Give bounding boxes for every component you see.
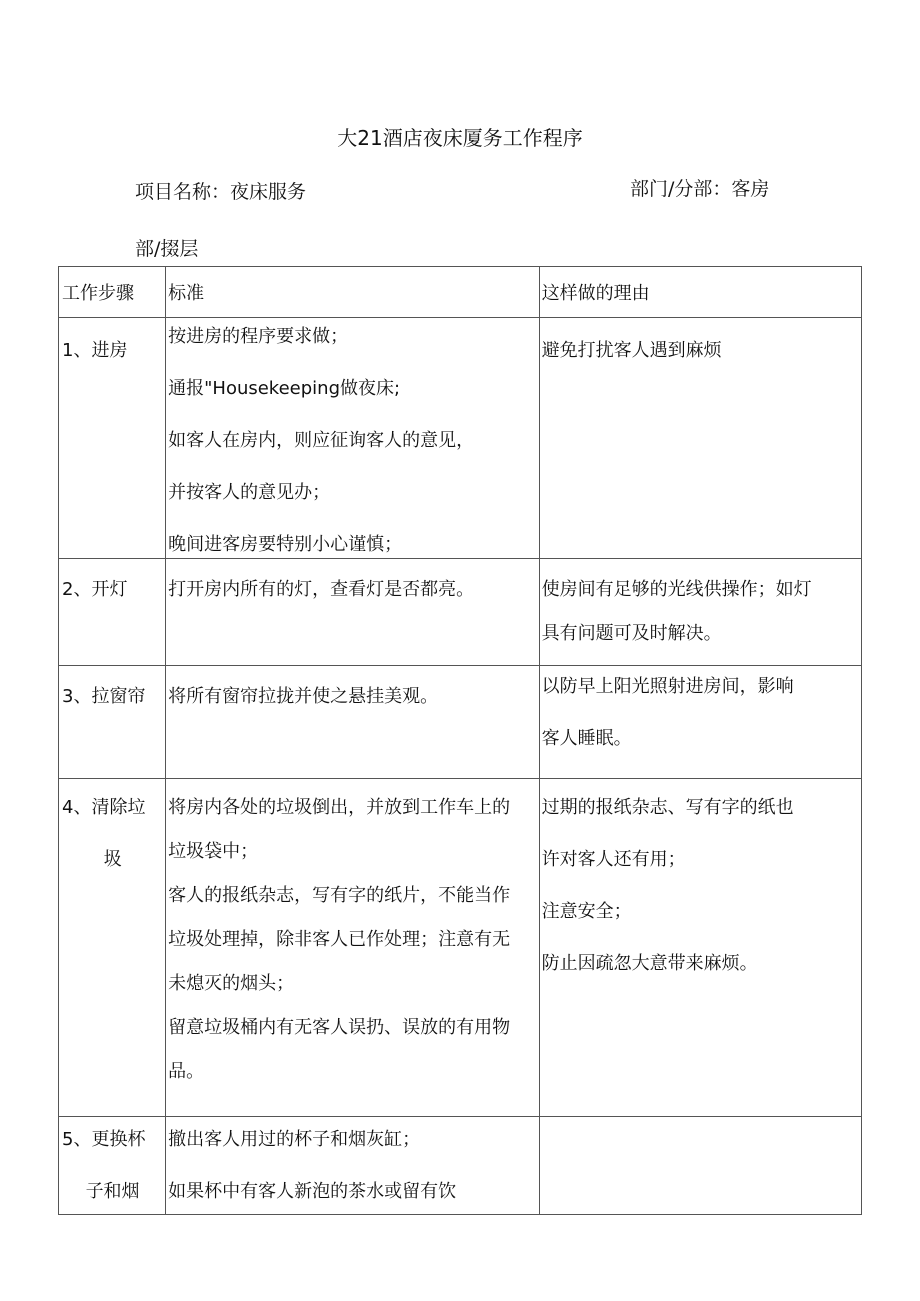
step-label: 1、进房 (62, 340, 128, 361)
reason-line: 以防早上阳光照射进房间，影响 (541, 676, 794, 697)
standard-line: 垃圾袋中； (168, 841, 259, 862)
standard-cell (166, 559, 539, 666)
step-label: 5、更换杯 (62, 1129, 146, 1150)
step-label: 4、清除垃 (62, 797, 146, 818)
standard-line: 打开房内所有的灯，查看灯是否都亮。 (168, 579, 475, 600)
step-cell (59, 1117, 166, 1215)
step-cell (59, 666, 166, 779)
step-cell (59, 318, 166, 559)
reason-cell (539, 318, 861, 559)
standard-line: 留意垃圾桶内有无客人误扔、误放的有用物 (168, 1017, 511, 1038)
reason-line: 使房间有足够的光线供操作；如灯 (541, 579, 812, 600)
standard-line: 按进房的程序要求做； (168, 326, 349, 347)
standard-cell (166, 666, 539, 779)
standard-line: 客人的报纸杂志，写有字的纸片，不能当作 (168, 885, 511, 906)
standard-line: 晚间进客房要特别小心谨慎； (168, 534, 403, 555)
step-cell (59, 779, 166, 1117)
reason-line: 许对客人还有用； (541, 849, 686, 870)
step-label: 3、拉窗帘 (62, 686, 146, 707)
standard-line: 如果杯中有客人新泡的茶水或留有饮 (168, 1181, 457, 1202)
standard-line: 品。 (168, 1061, 205, 1082)
step-label: 2、开灯 (62, 579, 128, 600)
reason-cell (539, 559, 861, 666)
reason-line: 避免打扰客人遇到麻烦 (541, 340, 722, 361)
reason-cell (539, 779, 861, 1117)
reason-line: 客人睡眠。 (541, 728, 632, 749)
step-cell (59, 559, 166, 666)
step-label-continued: 子和烟 (85, 1181, 140, 1202)
standard-line: 并按客人的意见办； (168, 482, 331, 503)
table-row (59, 559, 862, 666)
project-name: 项目名称：夜床服务 (135, 181, 307, 203)
standard-cell (166, 779, 539, 1117)
standard-cell (166, 1117, 539, 1215)
header-reason: 这样做的理由 (539, 267, 861, 318)
standard-line: 将房内各处的垃圾倒出，并放到工作车上的 (168, 797, 511, 818)
reason-cell (539, 1117, 861, 1215)
standard-cell (166, 318, 539, 559)
table-row (59, 666, 862, 779)
table-row (59, 1117, 862, 1215)
reason-line: 防止因疏忽大意带来麻烦。 (541, 953, 758, 974)
standard-line: 通报"Housekeeping做夜床; (168, 378, 401, 399)
department: 部门/分部：客房 (630, 178, 770, 200)
procedure-table (58, 266, 862, 1215)
standard-line: 未熄灭的烟头； (168, 973, 295, 994)
header-standard: 标准 (166, 267, 539, 318)
reason-line: 注意安全； (541, 901, 632, 922)
standard-line: 如客人在房内，则应征询客人的意见， (168, 430, 475, 451)
standard-line: 撤出客人用过的杯子和烟灰缸； (168, 1129, 421, 1150)
standard-line: 将所有窗帘拉拢并使之悬挂美观。 (168, 686, 439, 707)
step-label-continued: 圾 (103, 849, 122, 870)
reason-line: 过期的报纸杂志、写有字的纸也 (541, 797, 794, 818)
table-header-row (59, 267, 862, 318)
standard-line: 垃圾处理掉，除非客人已作处理；注意有无 (168, 929, 511, 950)
document-title: 大21酒店夜床厦务工作程序 (337, 126, 583, 150)
header-step: 工作步骤 (59, 267, 166, 318)
table-row (59, 779, 862, 1117)
table-row (59, 318, 862, 559)
reason-cell (539, 666, 861, 779)
department-continued: 部/掇层 (135, 238, 199, 260)
reason-line: 具有问题可及时解决。 (541, 623, 722, 644)
